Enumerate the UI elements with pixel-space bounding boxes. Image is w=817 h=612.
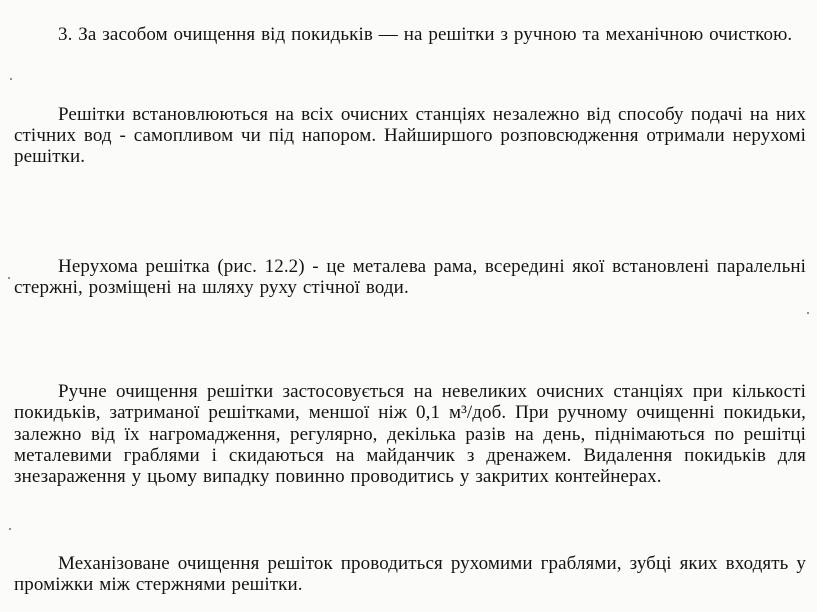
scan-speck	[807, 312, 809, 314]
scan-speck	[10, 78, 12, 80]
paragraph-manual-cleaning: Ручне очищення решітки застосовується на невеликих очисних станціях при кількості покидьків, затриманої решітками, меншої ніж 0,1 м³/доб. При ручному очищенні покидьки, залежно від їх нагромадження, регулярно, декілька разів на день, піднімаються по решітці металевими граблями і скидаються на майданчик з дренажем. Видалення покидьків для знезараження у цьому випадку повинно проводитись у закритих контейнерах.	[14, 381, 806, 488]
scan-speck	[9, 528, 11, 530]
scan-speck	[8, 277, 10, 279]
paragraph-mechanized-cleaning: Механізоване очищення решіток проводиться рухомими граблями, зубці яких входять у проміжки між стержнями решітки.	[14, 553, 806, 595]
paragraph-screen-installation: Решітки встановлюються на всіх очисних станціях незалежно від способу подачі на них стічних вод - самопливом чи під напором. Найширшого розповсюдження отримали нерухомі решітки.	[14, 104, 806, 167]
paragraph-cleaning-method: 3. За засобом очищення від покидьків — на решітки з ручною та механічною очисткою.	[58, 24, 793, 45]
paragraph-fixed-screen-definition: Нерухома решітка (рис. 12.2) - це металева рама, всередині якої встановлені паралельні стержні, розміщені на шляху руху стічної води.	[14, 256, 806, 298]
